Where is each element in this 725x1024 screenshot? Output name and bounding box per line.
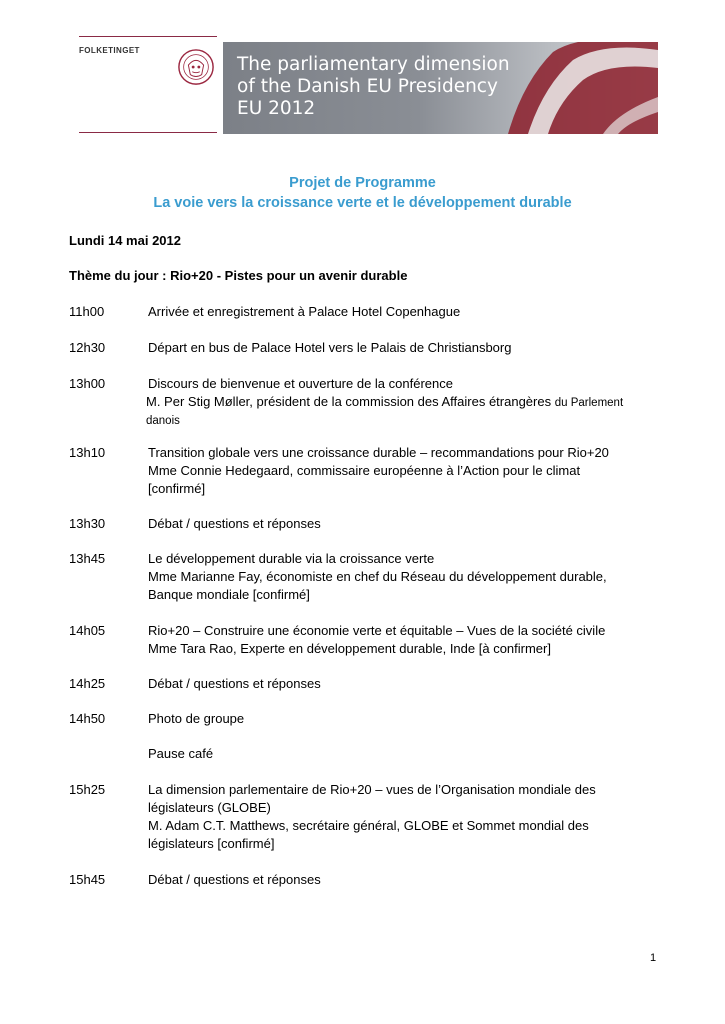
banner-line-1: The parliamentary dimension xyxy=(237,54,510,75)
entry-time: 13h30 xyxy=(69,516,106,531)
entry-line: Débat / questions et réponses xyxy=(148,872,321,887)
entry-time: 14h25 xyxy=(69,676,106,691)
org-bottom-rule xyxy=(79,132,217,133)
entry-line: [confirmé] xyxy=(148,481,206,496)
day-theme: Thème du jour : Rio+20 - Pistes pour un avenir durable xyxy=(69,268,408,283)
entry-line: Photo de groupe xyxy=(148,711,245,726)
presidency-banner xyxy=(223,42,658,134)
entry-line: Rio+20 – Construire une économie verte et équitable – Vues de la société civile xyxy=(148,623,606,638)
entry-time: 14h50 xyxy=(69,711,106,726)
entry-line: Arrivée et enregistrement à Palace Hotel Copenhague xyxy=(148,304,461,319)
entry-time: 12h30 xyxy=(69,340,106,355)
document-title: Projet de Programme xyxy=(289,175,436,191)
entry-line: Départ en bus de Palace Hotel vers le Palais de Christiansborg xyxy=(148,340,512,355)
entry-line: Débat / questions et réponses xyxy=(148,676,321,691)
entry-line: Le développement durable via la croissance verte xyxy=(148,551,435,566)
entry-line: M. Adam C.T. Matthews, secrétaire général, GLOBE et Sommet mondial des xyxy=(148,818,589,833)
entry-time: 13h00 xyxy=(69,376,106,391)
entry-line: Débat / questions et réponses xyxy=(148,516,321,531)
entry-time: 15h25 xyxy=(69,782,106,797)
speaker-affiliation-cont: danois xyxy=(146,415,180,427)
banner-title xyxy=(237,54,510,120)
banner-line-2: of the Danish EU Presidency xyxy=(237,76,498,97)
org-header xyxy=(79,36,219,136)
page-number: 1 xyxy=(650,952,657,964)
folketinget-seal-logo xyxy=(177,48,215,86)
document-subtitle: La voie vers la croissance verte et le développement durable xyxy=(153,195,572,211)
entry-line: Transition globale vers une croissance durable – recommandations pour Rio+20 xyxy=(148,445,609,460)
entry-line: Banque mondiale [confirmé] xyxy=(148,587,310,602)
entry-time: 14h05 xyxy=(69,623,106,638)
entry-line: Pause café xyxy=(148,746,214,761)
entry-line: Mme Marianne Fay, économiste en chef du Réseau du développement durable, xyxy=(148,569,607,584)
entry-speaker xyxy=(146,393,658,412)
entry-time: 15h45 xyxy=(69,872,106,887)
entry-line: La dimension parlementaire de Rio+20 – vues de l’Organisation mondiale des xyxy=(148,782,596,797)
entry-line: Mme Tara Rao, Experte en développement durable, Inde [à confirmer] xyxy=(148,641,551,656)
entry-time: 11h00 xyxy=(69,304,105,319)
entry-line: Discours de bienvenue et ouverture de la conférence xyxy=(148,376,453,391)
entry-line: Mme Connie Hedegaard, commissaire européenne à l’Action pour le climat xyxy=(148,463,581,478)
entry-time: 13h45 xyxy=(69,551,106,566)
entry-time: 13h10 xyxy=(69,445,106,460)
entry-line: législateurs (GLOBE) xyxy=(148,800,271,815)
speaker-affiliation: du Parlement xyxy=(554,397,624,409)
entry-line: législateurs [confirmé] xyxy=(148,836,275,851)
banner-line-3: EU 2012 xyxy=(237,98,316,119)
org-name: FOLKETINGET xyxy=(79,46,140,55)
event-date: Lundi 14 mai 2012 xyxy=(69,233,181,248)
speaker-name: M. Per Stig Møller, président de la commission des Affaires étrangères xyxy=(146,394,552,409)
org-top-rule xyxy=(79,36,217,37)
